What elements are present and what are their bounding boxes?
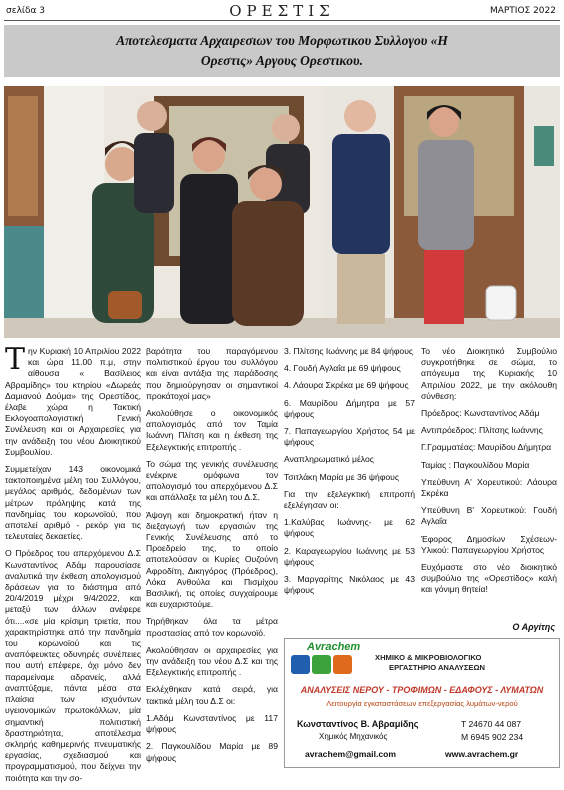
paragraph: Ακολούθησαν οι αρχαιρεσίες για την ανάδειξη του νέου Δ.Σ και της Εξελεγκτικής επιτροπής .	[146, 644, 278, 678]
paragraph: Αντιπρόεδρος: Πλίτσης Ιωάννης	[421, 425, 543, 436]
paragraph: Ακολούθησε ο οικονομικός απολογισμός από τον Ταμία Ιωάννη Πλίτση και η έκθεση της Εξελεγκτικής επιτροπής .	[146, 408, 278, 452]
ad-brand-logo: Avrachem	[307, 641, 361, 653]
paragraph: Έφορος Δημοσίων Σχέσεων-Υλικού: Παπαγεωργίου Χρήστος	[421, 533, 557, 555]
paragraph: 1.Αδάμ Κωνσταντίνος με 117 ψήφους	[146, 712, 278, 735]
ad-role: Χημικός Μηχανικός	[319, 732, 388, 741]
paragraph: Ο Πρόεδρος του απερχόμενου Δ.Σ Κωνσταντίνος Αδάμ παρουσίασε αναλυτικά την έκθεση απολογισμού δράσεων για το διάστημα από 20/4/2019 μέχρι 9/4/2022, και μεταξύ των άλλων ανέφερε ότι....«σε μία κρίσιμη τριετία, που χαρακτηρίστηκε από την πανδημία του κορωνοϊού και τις αναπόφευκτες οδυνηρές συνέπειες που αυτή επέφερε, όχι μόνο δεν παραμείναμε αδρανείς, αλλά αναπτύξαμε, πάντα μέσα στα πλαίσια των ισχυόντων υγειονομικών πρωτοκόλλων, μία σημαντική πολιτιστική δραστηριότητα, αποτέλεσμα σκληρής καθημερινής πνευματικής εργασίας, σχεδιασμού και προγραμματισμού, που δείχνει την ποιότητα και την σο-	[5, 548, 141, 783]
group-photo-image	[4, 86, 560, 338]
ad-mobile: Μ 6945 902 234	[461, 732, 524, 742]
article-signature: Ο Αργίτης	[512, 622, 555, 632]
paragraph: 2. Παγκουλίδου Μαρία με 89 ψήφους	[146, 741, 278, 763]
header-rule	[4, 20, 560, 21]
paragraph: Το νέο Διοικητικό Συμβούλιο συγκροτήθηκε σε σώμα, το απόγευμα της Κυριακής 10 Απριλίου 2022, με την ακόλουθη σύνθεση:	[421, 346, 557, 401]
paragraph: Ταμίας : Παγκουλίδου Μαρία	[421, 459, 530, 470]
article-column-4	[421, 346, 557, 602]
ad-lab-line1: ΧΗΜΙΚΟ & ΜΙΚΡΟΒΙΟΛΟΓΙΚΟ	[375, 653, 482, 662]
article-column-1	[5, 342, 141, 790]
paragraph: 4. Γουδή Αγλαΐα με 69 ψήφους	[284, 363, 401, 374]
paragraph: 1.Καλύβας Ιωάννης- με 62 ψήφους	[284, 517, 415, 539]
article-title-line1: Αποτελεσματα Αρχαιρεσιων του Μορφωτικου Συλλογου «Η	[116, 33, 448, 48]
page-label: σελίδα 3	[6, 6, 45, 16]
paragraph: Για την εξελεγκτική επιτροπή εξελέγησαν οι:	[284, 488, 415, 511]
paragraph: 7. Παπαγεωργίου Χρήστος 54 με ψήφους	[284, 426, 415, 448]
paragraph: 3. Μαργαρίτης Νικόλαος με 43 ψήφους	[284, 574, 415, 596]
article-column-3	[284, 346, 415, 602]
ad-website: www.avrachem.gr	[445, 749, 519, 759]
paragraph: 4. Λάουρα Σκρέκα με 69 ψήφους	[284, 380, 409, 391]
paragraph: Πρόεδρος: Κωνσταντίνος Αδάμ	[421, 408, 540, 419]
page-header	[0, 0, 564, 22]
paragraph: Τηρήθηκαν όλα τα μέτρα προστασίας από τον κορωνοϊό.	[146, 616, 278, 638]
paragraph: Συμμετείχαν 143 οικονομικά τακτοποιημένα μέλη του Συλλόγου, μεγάλος αριθμός, δεδομένων των μέτρων πρόληψης κατά της πανδημίας του κορωνοϊού, που αποτελεί αριθμό - ρεκόρ για τις τελευταίες δεκαετίες.	[5, 464, 141, 542]
paragraph: Αναπληρωματικό μέλος	[284, 454, 374, 465]
ad-person: Κωνσταντίνος Β. Αβραμίδης	[297, 719, 419, 729]
ad-analyses: ΑΝΑΛΥΣΕΙΣ ΝΕΡΟΥ - ΤΡΟΦΙΜΩΝ - ΕΔΑΦΟΥΣ - ΛΥΜΑΤΩΝ	[300, 685, 544, 695]
paragraph: Τσιτλάκη Μαρία με 36 ψήφους	[284, 471, 400, 482]
ad-email: avrachem@gmail.com	[305, 749, 397, 759]
advertisement	[284, 638, 560, 768]
masthead: ΟΡΕΣΤΙΣ	[229, 2, 335, 20]
paragraph: Ευχόμαστε στο νέο διοικητικό συμβούλιο της «Ορεστίδος» καλή και γόνιμη θητεία!	[421, 562, 557, 595]
factory-icon	[333, 655, 352, 674]
paragraph: Γ.Γραμματέας: Μαυρίδου Δήμητρα	[421, 442, 552, 453]
ad-systems: Λειτουργία εγκαταστάσεων επεξεργασίας λυμάτων-νερού	[326, 699, 518, 708]
group-photo	[4, 86, 560, 338]
drop-cap: Τ	[5, 342, 26, 377]
article-column-2	[146, 346, 278, 770]
water-drop-icon	[291, 655, 310, 674]
issue-date: ΜΑΡΤΙΟΣ 2022	[489, 6, 556, 16]
paragraph: 2. Καραγεωργίου Ιωάννης με 53 ψήφους	[284, 545, 415, 567]
paragraph: 3. Πλίτσης Ιωάννης με 84 ψήφους	[284, 346, 414, 356]
paragraph: Εκλέχθηκαν κατά σειρά, για τακτικά μέλη του Δ.Σ οι:	[146, 684, 278, 706]
paragraph: Την Κυριακή 10 Απριλίου 2022 και ώρα 11.00 π.μ, στην αίθουσα « Βασίλειος Αβραμίδης» του κτηρίου «Δωρεάς Δαμιανού Δούμα» της Ορεστίδος, έλαβε χώρα η Τακτική Εκλογοαπολογιστική Γενική Συνέλευση και οι Αρχαιρεσίες για την ανάδειξη του νέου Διοικητικού Συμβουλίου.	[5, 342, 141, 457]
article-title-box	[4, 25, 560, 77]
ad-lab-line2: ΕΡΓΑΣΤΗΡΙΟ ΑΝΑΛΥΣΕΩΝ	[389, 663, 486, 672]
paragraph: Το σώμα της γενικής συνέλευσης ενέκρινε ομόφωνα τον απολογισμό του απερχόμενου Δ.Σ και απάλλαξε τα μέλη του Δ.Σ.	[146, 458, 278, 503]
ad-phone: Τ 24670 44 087	[461, 719, 522, 729]
leaf-icon	[312, 655, 331, 674]
article-title-line2: Ορεστις» Αργους Ορεστικου.	[200, 53, 364, 68]
paragraph: βαρότητα του παραγόμενου πολιτιστικού έργου του συλλόγου και είναι αντάξια της παράδοσης που δημιούργησαν οι σημαντικοί προκάτοχοί μας»	[146, 346, 278, 401]
ad-logo-icons	[291, 655, 354, 679]
paragraph: Άψογη και δημοκρατική ήταν η διεξαγωγή των εργασιών της Γενικής Συνέλευσης από το Προεδρείο της, το οποίο αποτελούσαν οι Κυρίες Ουζούνη Αφροδίτη, Δικηγόρος (Πρόεδρος), Λόκα Ανθούλα και Πισμίχου Βασιλική, τις οποίες συγχαίρουμε και ευχαριστούμε.	[146, 509, 278, 610]
paragraph: Υπεύθυνη Α' Χορευτικού: Λάουρα Σκρέκα	[421, 476, 557, 499]
paragraph: 6. Μαυρίδου Δήμητρα με 57 ψήφους	[284, 397, 415, 419]
paragraph: Υπεύθυνη Β' Χορευτικού: Γουδή Αγλαΐα	[421, 505, 557, 527]
article-title	[4, 25, 560, 71]
